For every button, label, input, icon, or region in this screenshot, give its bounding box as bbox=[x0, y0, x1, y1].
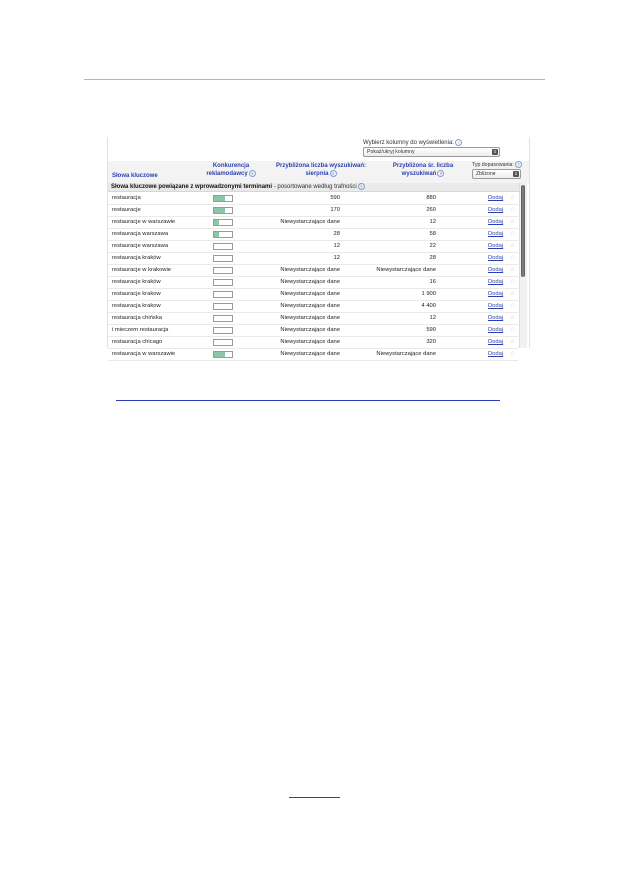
add-keyword-link[interactable]: Dodaj bbox=[488, 243, 504, 249]
keyword-cell: restauracja warszawa bbox=[112, 231, 169, 237]
competition-bar bbox=[213, 303, 233, 310]
help-icon[interactable]: ? bbox=[437, 170, 444, 177]
keyword-cell: restauracja w warszawie bbox=[112, 351, 176, 357]
table-row bbox=[108, 337, 518, 349]
avg-searches-cell: 58 bbox=[429, 231, 436, 237]
competition-bar-fill bbox=[214, 220, 219, 225]
august-searches-cell: 12 bbox=[333, 243, 340, 249]
avg-searches-cell: 590 bbox=[426, 327, 436, 333]
top-divider bbox=[84, 79, 545, 80]
match-type: Typ dopasowania: ? Zbliżone ⇕ bbox=[472, 161, 522, 179]
keyword-cell: restauracja bbox=[112, 195, 141, 201]
star-icon[interactable]: ☆ bbox=[510, 279, 516, 285]
help-icon[interactable]: ? bbox=[249, 170, 256, 177]
help-icon[interactable]: ? bbox=[358, 183, 365, 190]
competition-bar-fill bbox=[214, 352, 225, 357]
august-searches-cell: 170 bbox=[330, 207, 340, 213]
star-icon[interactable]: ☆ bbox=[510, 327, 516, 333]
star-icon[interactable]: ☆ bbox=[510, 207, 516, 213]
avg-searches-cell: Niewystarczające dane bbox=[376, 267, 436, 273]
competition-bar bbox=[213, 279, 233, 286]
keyword-tool-screenshot bbox=[107, 137, 530, 357]
header-keywords[interactable]: Słowa kluczowe bbox=[112, 173, 158, 179]
avg-searches-cell: 4 400 bbox=[421, 303, 436, 309]
add-keyword-link[interactable]: Dodaj bbox=[488, 291, 504, 297]
keyword-cell: restauracje warszawa bbox=[112, 243, 169, 249]
column-selector bbox=[363, 139, 500, 157]
add-keyword-link[interactable]: Dodaj bbox=[488, 219, 504, 225]
avg-searches-cell: 16 bbox=[429, 279, 436, 285]
table-row bbox=[108, 289, 518, 301]
august-searches-cell: Niewystarczające dane bbox=[280, 351, 340, 357]
add-keyword-link[interactable]: Dodaj bbox=[488, 207, 504, 213]
august-searches-cell: Niewystarczające dane bbox=[280, 219, 340, 225]
competition-bar-fill bbox=[214, 208, 225, 213]
table-row bbox=[108, 265, 518, 277]
august-searches-cell: 12 bbox=[333, 255, 340, 261]
header-august-searches[interactable]: Przybliżona liczba wyszukiwań: sierpnia ? bbox=[275, 163, 367, 178]
dropdown-arrows-icon: ⇕ bbox=[514, 171, 518, 176]
keyword-table-body bbox=[108, 193, 518, 361]
avg-searches-cell: 28 bbox=[429, 255, 436, 261]
add-keyword-link[interactable]: Dodaj bbox=[488, 279, 504, 285]
keyword-cell: restauracje bbox=[112, 207, 141, 213]
keyword-cell: i mieczem restauracja bbox=[112, 327, 169, 333]
august-searches-cell: Niewystarczające dane bbox=[280, 291, 340, 297]
add-keyword-link[interactable]: Dodaj bbox=[488, 303, 504, 309]
august-searches-cell: Niewystarczające dane bbox=[280, 303, 340, 309]
avg-searches-cell: 12 bbox=[429, 315, 436, 321]
competition-bar bbox=[213, 219, 233, 226]
competition-bar bbox=[213, 231, 233, 238]
table-row bbox=[108, 193, 518, 205]
star-icon[interactable]: ☆ bbox=[510, 339, 516, 345]
competition-bar-fill bbox=[214, 196, 225, 201]
add-keyword-link[interactable]: Dodaj bbox=[488, 231, 504, 237]
table-row bbox=[108, 301, 518, 313]
competition-bar bbox=[213, 339, 233, 346]
star-icon[interactable]: ☆ bbox=[510, 291, 516, 297]
keyword-cell: restauracja krakow bbox=[112, 303, 161, 309]
avg-searches-cell: 260 bbox=[426, 207, 436, 213]
august-searches-cell: Niewystarczające dane bbox=[280, 339, 340, 345]
keyword-cell: restauracje krakow bbox=[112, 291, 161, 297]
star-icon[interactable]: ☆ bbox=[510, 195, 516, 201]
star-icon[interactable]: ☆ bbox=[510, 255, 516, 261]
avg-searches-cell: 880 bbox=[426, 195, 436, 201]
competition-bar bbox=[213, 243, 233, 250]
august-searches-cell: Niewystarczające dane bbox=[280, 279, 340, 285]
keyword-cell: restauracja chińska bbox=[112, 315, 162, 321]
avg-searches-cell: 1 900 bbox=[421, 291, 436, 297]
add-keyword-link[interactable]: Dodaj bbox=[488, 267, 504, 273]
keyword-cell: restauracja kraków bbox=[112, 255, 161, 261]
competition-bar bbox=[213, 195, 233, 202]
avg-searches-cell: 22 bbox=[429, 243, 436, 249]
add-keyword-link[interactable]: Dodaj bbox=[488, 315, 504, 321]
add-keyword-link[interactable]: Dodaj bbox=[488, 351, 504, 357]
add-keyword-link[interactable]: Dodaj bbox=[488, 339, 504, 345]
competition-bar bbox=[213, 207, 233, 214]
competition-bar bbox=[213, 351, 233, 358]
add-keyword-link[interactable]: Dodaj bbox=[488, 327, 504, 333]
august-searches-cell: 590 bbox=[330, 195, 340, 201]
competition-bar bbox=[213, 327, 233, 334]
table-row bbox=[108, 217, 518, 229]
star-icon[interactable]: ☆ bbox=[510, 231, 516, 237]
star-icon[interactable]: ☆ bbox=[510, 267, 516, 273]
table-row bbox=[108, 313, 518, 325]
star-icon[interactable]: ☆ bbox=[510, 243, 516, 249]
competition-bar-fill bbox=[214, 232, 219, 237]
star-icon[interactable]: ☆ bbox=[510, 303, 516, 309]
table-row bbox=[108, 229, 518, 241]
column-selector-dropdown[interactable]: Pokaż/ukryj kolumny ⇕ bbox=[363, 147, 500, 157]
table-row bbox=[108, 277, 518, 289]
keyword-cell: restauracje w warszawie bbox=[112, 219, 176, 225]
table-row bbox=[108, 205, 518, 217]
competition-bar bbox=[213, 291, 233, 298]
august-searches-cell: Niewystarczające dane bbox=[280, 267, 340, 273]
help-icon[interactable]: ? bbox=[330, 170, 337, 177]
keyword-cell: restauracje kraków bbox=[112, 279, 161, 285]
column-selector-label: Wybierz kolumny do wyświetlenia: ? bbox=[363, 139, 500, 146]
august-searches-cell: Niewystarczające dane bbox=[280, 327, 340, 333]
dropdown-arrows-icon: ⇕ bbox=[493, 149, 497, 155]
add-keyword-link[interactable]: Dodaj bbox=[488, 255, 504, 261]
august-searches-cell: 28 bbox=[333, 231, 340, 237]
star-icon[interactable]: ☆ bbox=[510, 219, 516, 225]
scrollbar-thumb[interactable] bbox=[521, 185, 525, 277]
table-row bbox=[108, 253, 518, 265]
competition-bar bbox=[213, 255, 233, 262]
header-avg-searches[interactable]: Przybliżona śr. liczba wyszukiwań ? bbox=[392, 163, 454, 178]
avg-searches-cell: Niewystarczające dane bbox=[376, 351, 436, 357]
link-underline bbox=[116, 400, 500, 401]
header-competition[interactable]: Konkurencja reklamodawcy ? bbox=[196, 163, 266, 178]
table-row bbox=[108, 349, 518, 361]
section-title: Słowa kluczowe powiązane z wprowadzonymi terminami - posortowane według trafności ? bbox=[108, 183, 521, 192]
competition-bar bbox=[213, 267, 233, 274]
footer-link-underline bbox=[289, 797, 340, 798]
august-searches-cell: Niewystarczające dane bbox=[280, 315, 340, 321]
scrollbar[interactable] bbox=[519, 183, 527, 348]
help-icon[interactable]: ? bbox=[455, 139, 462, 146]
star-icon[interactable]: ☆ bbox=[510, 351, 516, 357]
table-row bbox=[108, 325, 518, 337]
star-icon[interactable]: ☆ bbox=[510, 315, 516, 321]
keyword-cell: restauracja chicago bbox=[112, 339, 163, 345]
match-type-dropdown[interactable]: Zbliżone ⇕ bbox=[472, 169, 521, 179]
help-icon[interactable]: ? bbox=[515, 161, 522, 168]
avg-searches-cell: 12 bbox=[429, 219, 436, 225]
competition-bar bbox=[213, 315, 233, 322]
keyword-cell: restauracje w krakowie bbox=[112, 267, 171, 273]
avg-searches-cell: 320 bbox=[426, 339, 436, 345]
table-header bbox=[108, 161, 529, 183]
add-keyword-link[interactable]: Dodaj bbox=[488, 195, 504, 201]
table-row bbox=[108, 241, 518, 253]
